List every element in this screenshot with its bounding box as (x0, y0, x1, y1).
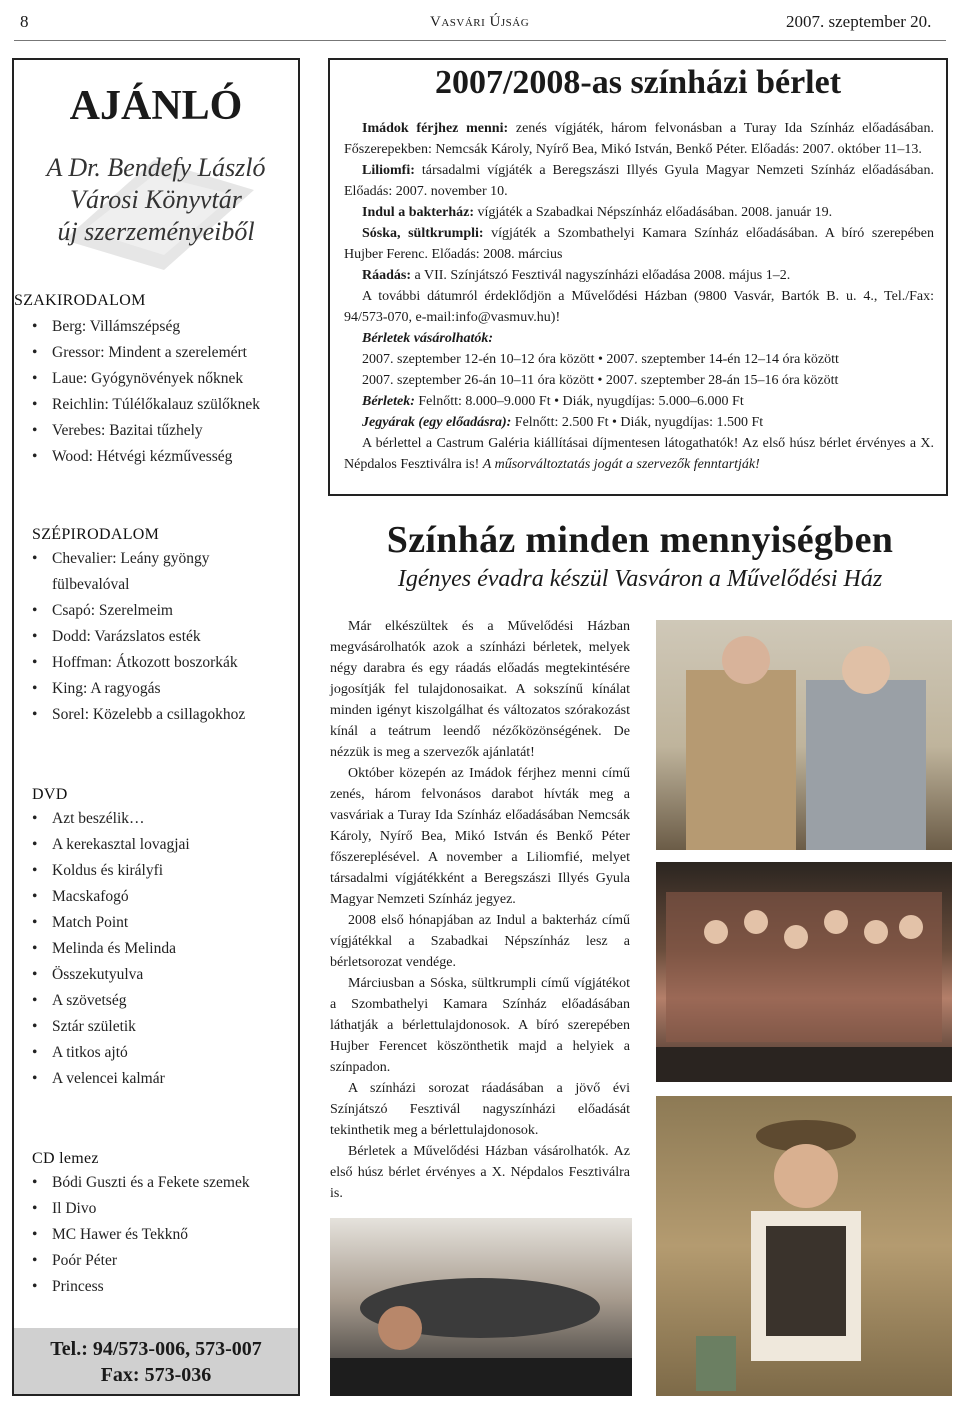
play-entry: Sóska, sültkrumpli: vígjáték a Szombathelyi Kamara Színház előadásában. A bíró szerepében Hujber Ferenc. Előadás: 2008. március (344, 226, 935, 262)
list-item: • Sorel: Közelebb a csillagokhoz (32, 706, 246, 723)
list-item: • Bódi Guszti és a Fekete szemek (32, 1174, 250, 1191)
photo-sleeping-actor (330, 1218, 632, 1396)
photo-stage-ensemble (656, 862, 952, 1082)
play-entry: Imádok férjhez menni: zenés vígjáték, három felvonásban a Turay Ida Színház előadásában. Főszerepekben: Nemcsák Károly, Nyírő Bea, Mikó István, Benkő Péter. Előadás: 2007. október 11–13. (344, 121, 934, 157)
list-item: • A titkos ajtó (32, 1044, 128, 1061)
list-item: • Hoffman: Átkozott boszorkák (32, 654, 238, 671)
subtitle-line: új szerzeményeiből (57, 217, 255, 246)
header-rule (14, 40, 946, 41)
list-item: • King: A ragyogás (32, 680, 161, 697)
list-item: • Chevalier: Leány gyöngy (32, 550, 210, 567)
list-item: • Poór Péter (32, 1252, 118, 1269)
list-item-continuation: fülbevalóval (52, 576, 130, 593)
list-item: • Wood: Hétvégi kézművesség (32, 448, 233, 465)
publication-name: Vasvári Újság (430, 14, 530, 30)
list-item: • Dodd: Varázslatos esték (32, 628, 201, 645)
list-item: • Laue: Gyógynövények nőknek (32, 370, 244, 387)
article-body (330, 616, 630, 1204)
list-item: • Macskafogó (32, 888, 129, 905)
list-item: • Koldus és királyfi (32, 862, 164, 879)
article-paragraph: Márciusban a Sóska, sültkrumpli című vígjátékot a Szombathelyi Kamara Színház előadásában láthatják a bérlettulajdonosok. A bíró szerepében Hujber Ferencet köszönthetik majd a helyiek a színpadon. (330, 976, 630, 1075)
article-subtitle: Igényes évadra készül Vasváron a Művelődési Ház (397, 566, 883, 592)
article-paragraph: 2008 első hónapjában az Indul a bakterház című vígjátékkal a Szabadkai Népszínház lesz a bérletsorozat vendége. (330, 913, 630, 970)
photo-two-actors (656, 620, 952, 850)
subscription-title: 2007/2008-as színházi bérlet (434, 64, 842, 101)
recommendation-subtitle (14, 152, 298, 248)
contact-footer (14, 1328, 298, 1394)
article-paragraph: Október közepén az Imádok férjhez menni című zenés, három felvonásos darabot hívták meg a vasváriak a Turay Ida Színház előadásában Nemcsák Károly, Nyírő Bea, Mikó István és Benkő Péter főszereplésével. A november a Liliomfié, melyet társadalmi vígjátékként a Beregszászi Illyés Gyula Magyar Nemzeti Színház jegyez. (330, 766, 630, 907)
article-title: Színház minden mennyiségben (386, 519, 894, 561)
section-cd (32, 1150, 250, 1300)
section-szepirodalom (32, 526, 245, 728)
list-item: • Melinda és Melinda (32, 940, 176, 957)
fax-number: Fax: 573-036 (100, 1364, 212, 1386)
purchase-dates: 2007. szeptember 12-én 10–12 óra között • 2007. szeptember 14-én 12–14 óra között (362, 352, 839, 367)
info-paragraph: A további dátumról érdeklődjön a Művelődési Házban (9800 Vasvár, Bartók B. u. 4., Tel./Fax: 94/573-070, e-mail:info@vasmuv.hu)! (344, 289, 934, 325)
section-heading: SZÉPIRODALOM (32, 526, 160, 543)
closing-note: A bérlettel a Castrum Galéria kiállításai díjmentesen látogathatók! Az első húsz bérlet érvényes a X. Népdalos Fesztiválra is! A műsorváltoztatás jogát a szervezők fenntartják! (344, 436, 934, 472)
recommendation-box (12, 58, 300, 1396)
play-entry: Ráadás: a VII. Színjátszó Fesztivál nagyszínházi előadása 2008. május 1–2. (362, 268, 791, 283)
list-item: • Match Point (32, 914, 129, 931)
section-heading: CD lemez (32, 1150, 99, 1167)
subscription-prices: Bérletek: Felnőtt: 8.000–9.000 Ft • Diák, nyugdíjas: 5.000–6.000 Ft (362, 394, 744, 409)
play-entry: Indul a bakterház: vígjáték a Szabadkai Népszínház előadásában. 2008. január 19. (362, 205, 833, 220)
section-heading: DVD (32, 786, 68, 803)
list-item: • Összekutyulva (32, 966, 144, 983)
subscription-body (344, 118, 934, 475)
article-paragraph: Már elkészültek és a Művelődési Házban megvásárolhatók azok a színházi bérletek, melyek négy darabra és egy ráadás előadás megtekintésére jogosítják fel tulajdonosaikat. A sokszínű kínálat minden igényt kiszolgálhat és változatos szórakozást kínál a teátrum leendő nézőközönségének. De nézzük is meg a szervezők ajánlatát! (330, 619, 630, 760)
list-item: • MC Hawer és Tekknő (32, 1226, 188, 1243)
list-item: • Gressor: Mindent a szerelemért (32, 344, 247, 361)
list-item: • A kerekasztal lovagjai (32, 836, 190, 853)
section-heading: SZAKIRODALOM (14, 292, 146, 309)
list-item: • Sztár születik (32, 1018, 136, 1035)
section-szakirodalom (14, 292, 260, 470)
photo-actor-with-hat (656, 1096, 952, 1396)
theatre-subscription-box (328, 58, 948, 496)
list-item: • A szövetség (32, 992, 127, 1009)
subtitle-line: Városi Könyvtár (70, 185, 242, 214)
list-item: • A velencei kalmár (32, 1070, 165, 1087)
phone-number: Tel.: 94/573-006, 573-007 (50, 1338, 262, 1360)
issue-date: 2007. szeptember 20. (786, 12, 932, 31)
play-entry: Liliomfi: társadalmi vígjáték a Beregszászi Illyés Gyula Magyar Nemzeti Színház előadásában. Előadás: 2007. november 10. (344, 163, 934, 199)
list-item: • Berg: Villámszépség (32, 318, 181, 335)
subtitle-line: A Dr. Bendefy László (46, 153, 266, 182)
list-item: • Reichlin: Túlélőkalauz szülőknek (32, 396, 261, 413)
list-item: • Azt beszélik… (32, 810, 145, 827)
page-number: 8 (20, 12, 29, 31)
ticket-prices: Jegyárak (egy előadásra): Felnőtt: 2.500 Ft • Diák, nyugdíjas: 1.500 Ft (362, 415, 764, 430)
section-dvd (32, 786, 190, 1092)
list-item: • Princess (32, 1278, 104, 1295)
list-item: • Il Divo (32, 1200, 97, 1217)
list-item: • Verebes: Bazitai tűzhely (32, 422, 203, 439)
purchase-heading: Bérletek vásárolhatók: (362, 331, 494, 346)
recommendation-title: AJÁNLÓ (69, 83, 243, 129)
list-item: • Csapó: Szerelmeim (32, 602, 173, 619)
purchase-dates: 2007. szeptember 26-án 10–11 óra között • 2007. szeptember 28-án 15–16 óra között (362, 373, 839, 388)
article-paragraph: Bérletek a Művelődési Házban vásárolhatók. Az első húsz bérlet érvényes a X. Népdalos Fesztiválra is. (330, 1144, 630, 1201)
page-header (0, 8, 960, 38)
article-paragraph: A színházi sorozat ráadásában a jövő évi Színjátszó Fesztivál nagyszínházi előadását tekinthetik meg a bérlettulajdonosok. (330, 1081, 630, 1138)
